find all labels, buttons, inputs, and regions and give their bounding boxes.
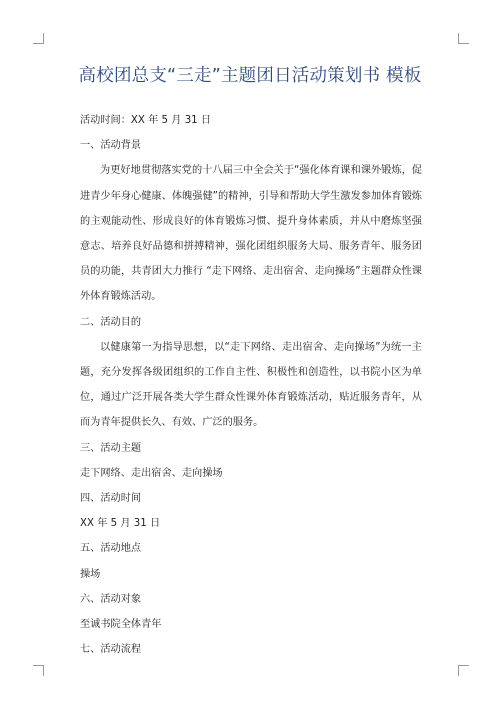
section-body-time: XX 年 5 月 31 日 — [80, 518, 161, 530]
crop-mark-bottom-left — [33, 665, 44, 676]
section-heading-audience: 六、活动对象 — [80, 593, 142, 605]
section-heading-process: 七、活动流程 — [80, 644, 142, 656]
section-heading-background: 一、活动背景 — [80, 140, 142, 152]
section-heading-location: 五、活动地点 — [80, 543, 142, 555]
document-title: 高校团总支“三走”主题团日活动策划书 模板 — [78, 66, 422, 86]
document-body — [80, 108, 422, 662]
crop-mark-top-left — [33, 33, 44, 44]
section-body-audience: 至诚书院全体青年 — [80, 619, 162, 631]
section-body-background: 为更好地贯彻落实党的十八届三中全会关于“强化体育课和课外锻炼，促进青少年身心健康、体魄强健”的精神，引导和帮助大学生激发参加体育锻炼的主观能动性、形成良好的体育锻炼习惯、提升身体素质，并从中磨炼坚强意志、培养良好品德和拼搏精神，强化团组织服务大局、服务青年、服务团员的功能，共青团大力推行 “走下网络、走出宿舍、走向操场”主题群众性课外体育锻炼活动。 — [80, 165, 422, 303]
section-body-theme: 走下网络、走出宿舍、走向操场 — [80, 467, 223, 479]
date-line: 活动时间：XX 年 5 月 31 日 — [80, 115, 212, 126]
crop-mark-top-right — [458, 33, 469, 44]
section-heading-theme: 三、活动主题 — [80, 442, 142, 454]
section-heading-time: 四、活动时间 — [80, 493, 142, 505]
section-heading-purpose: 二、活动目的 — [80, 316, 142, 328]
crop-mark-bottom-right — [458, 665, 469, 676]
section-body-purpose: 以健康第一为指导思想，以“走下网络、走出宿舍、走向操场”为统一主题，充分发挥各级团组织的工作自主性、积极性和创造性，以书院小区为单位，通过广泛开展各类大学生群众性课外体育锻炼活动，贴近服务青年，从而为青年提供长久、有效、广泛的服务。 — [80, 341, 422, 429]
section-body-location: 操场 — [80, 568, 101, 580]
